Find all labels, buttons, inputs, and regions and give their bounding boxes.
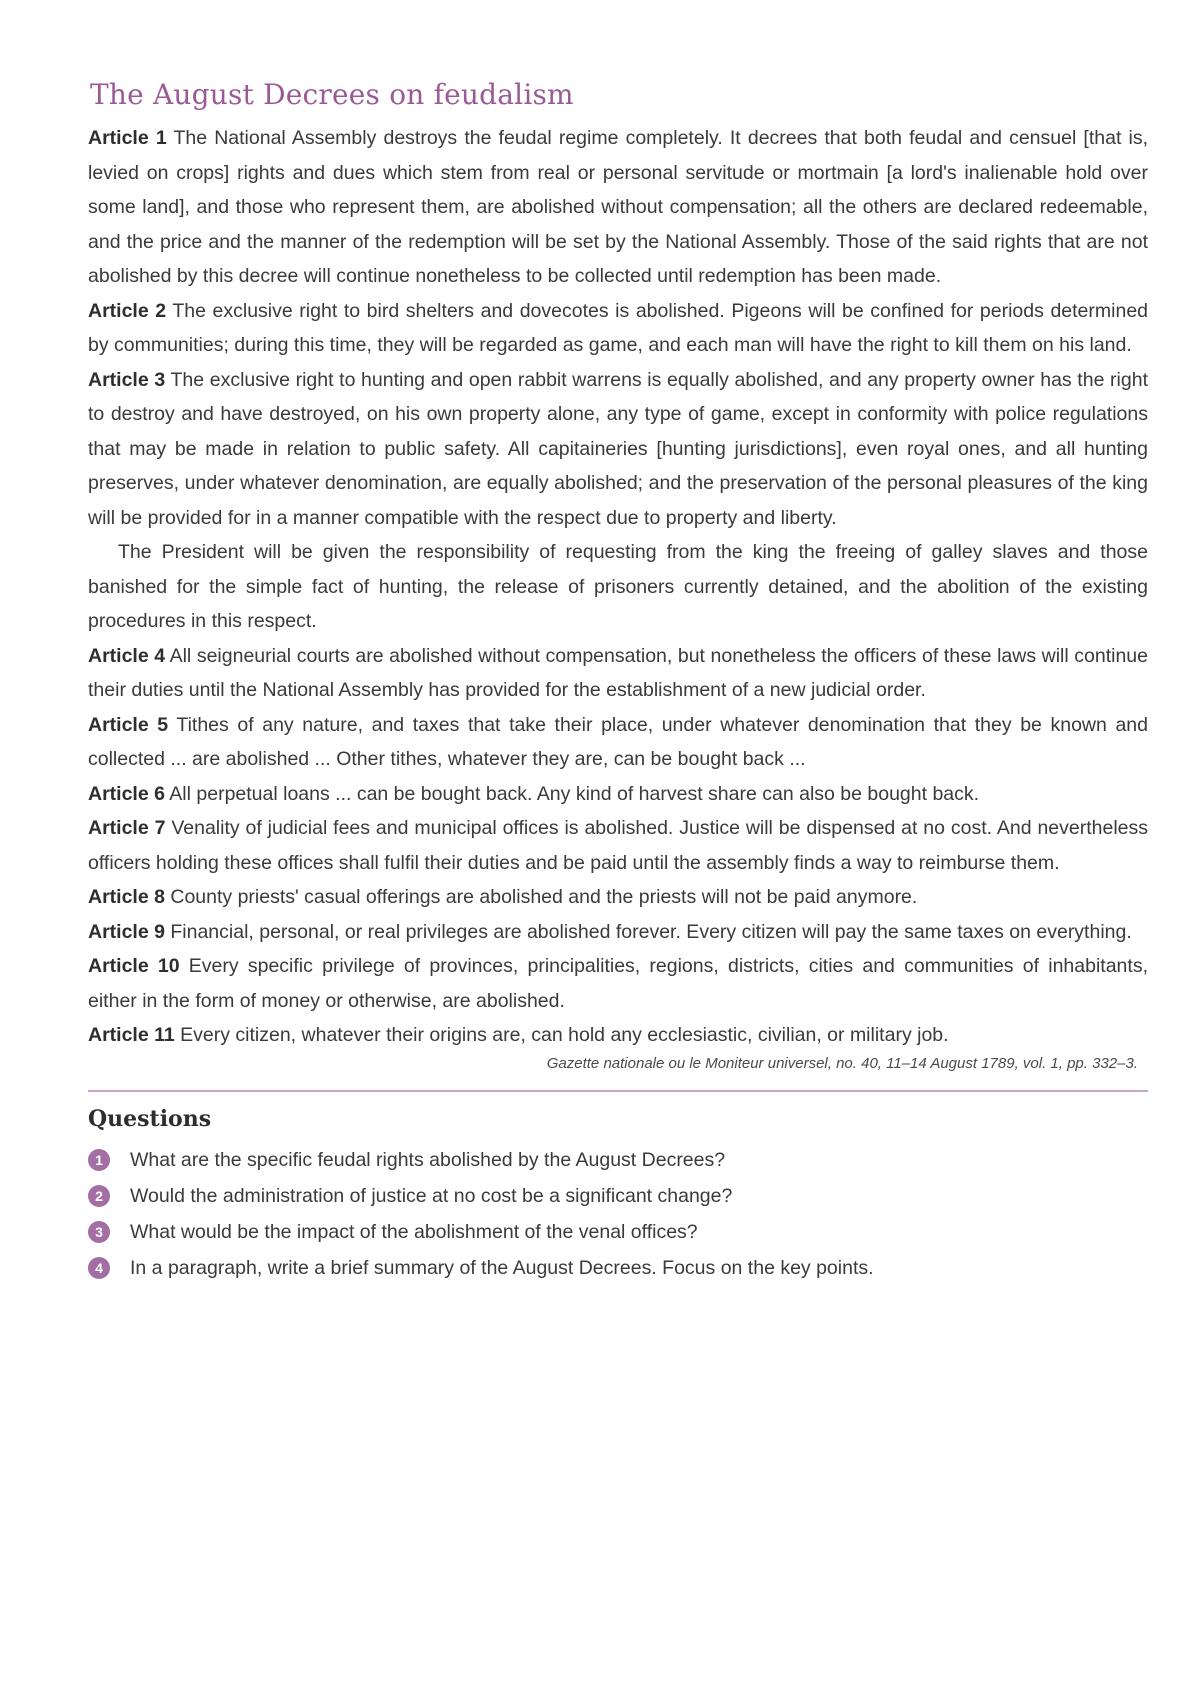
questions-list	[88, 1142, 1148, 1286]
article-text: Every specific privilege of provinces, principalities, regions, districts, cities and communities of inhabitants, either in the form of money or otherwise, are abolished.	[88, 955, 1148, 1012]
section-divider	[88, 1090, 1148, 1092]
question-text: Would the administration of justice at no cost be a significant change?	[130, 1184, 733, 1207]
question-text: What would be the impact of the abolishment of the venal offices?	[130, 1220, 698, 1243]
question-text: What are the specific feudal rights abolished by the August Decrees?	[130, 1148, 726, 1171]
article-text: Venality of judicial fees and municipal offices is abolished. Justice will be dispensed at no cost. And nevertheless officers holding these offices shall fulfil their duties and be paid until the assembly finds a way to reimburse them.	[88, 817, 1149, 874]
article-label: Article 2	[88, 299, 167, 322]
article-text: The exclusive right to hunting and open rabbit warrens is equally abolished, and any property owner has the right to destroy and have destroyed, on his own property alone, any type of game, except in conformity with police regulations that may be made in relation to public safety. All capitaineries [hunting jurisdictions], even royal ones, and all hunting preserves, under whatever denomination, are equally abolished; and the preservation of the personal pleasures of the king will be provided for in a manner compatible with the respect due to property and liberty.	[88, 368, 1148, 529]
article-text: The exclusive right to bird shelters and dovecotes is abolished. Pigeons will be confined for periods determined by communities; during this time, they will be regarded as game, and each man will have the right to kill them on his land.	[88, 299, 1149, 356]
article-label: Article 4	[88, 644, 166, 667]
article-text: The President will be given the responsibility of requesting from the king the freeing of galley slaves and those banished for the simple fact of hunting, the release of prisoners currently detained, and the abolition of the existing procedures in this respect.	[88, 541, 1148, 632]
questions-section	[88, 1106, 1148, 1286]
question-item	[88, 1142, 1148, 1178]
article-text: All seigneurial courts are abolished without compensation, but nonetheless the officers of these laws will continue their duties until the National Assembly has provided for the establishment of a new judicial order.	[88, 644, 1149, 701]
article-label: Article 6	[88, 782, 165, 805]
article-text: The National Assembly destroys the feudal regime completely. It decrees that both feudal and censuel [that is, levied on crops] rights and dues which stem from real or personal servitude or mortmain [a lord's inalienable hold over some land], and those who represent them, are abolished without compensation; all the others are declared redeemable, and the price and the manner of the redemption will be set by the National Assembly. Those of the said rights that are not abolished by this decree will continue nonetheless to be collected until redemption has been made.	[88, 127, 1148, 287]
question-item	[88, 1214, 1148, 1250]
article-7	[88, 811, 1148, 880]
article-label: Article 3	[88, 368, 166, 391]
article-8	[88, 880, 1148, 915]
article-9	[88, 915, 1148, 950]
article-6	[88, 777, 1148, 812]
article-text: County priests' casual offerings are abolished and the priests will not be paid anymore.	[164, 886, 918, 908]
article-11	[88, 1018, 1148, 1053]
question-number-badge: 2	[88, 1185, 110, 1207]
article-1	[88, 121, 1148, 294]
question-number-badge: 4	[88, 1257, 110, 1279]
page-title: The August Decrees on feudalism	[90, 78, 574, 111]
article-label: Article 10	[88, 955, 180, 977]
article-5	[88, 708, 1148, 777]
source-citation: Gazette nationale ou le Moniteur universel, no. 40, 11–14 August 1789, vol. 1, pp. 332–3.	[546, 1054, 1138, 1072]
question-text: In a paragraph, write a brief summary of the August Decrees. Focus on the key points.	[130, 1256, 874, 1279]
article-2	[88, 294, 1148, 363]
articles-section	[88, 121, 1148, 1053]
article-3-continuation	[88, 535, 1148, 639]
article-label: Article 1	[88, 127, 167, 149]
question-number-badge: 1	[88, 1149, 110, 1171]
article-text: Every citizen, whatever their origins are, can hold any ecclesiastic, civilian, or military job.	[174, 1024, 949, 1046]
question-number-badge: 3	[88, 1221, 110, 1243]
article-3	[88, 363, 1148, 536]
article-text: Tithes of any nature, and taxes that take their place, under whatever denomination that they be known and collected ... are abolished ... Other tithes, whatever they are, can be bought back ...	[88, 713, 1148, 770]
article-10	[88, 949, 1148, 1018]
document-page	[88, 78, 1148, 1286]
article-text: Financial, personal, or real privileges are abolished forever. Every citizen will pay the same taxes on everything.	[164, 920, 1132, 943]
article-label: Article 9	[88, 920, 165, 943]
article-label: Article 8	[88, 886, 165, 908]
article-text: All perpetual loans ... can be bought back. Any kind of harvest share can also be bought back.	[164, 782, 980, 805]
article-label: Article 11	[88, 1024, 175, 1046]
questions-heading: Questions	[88, 1105, 212, 1132]
article-4	[88, 639, 1148, 708]
question-item	[88, 1250, 1148, 1286]
article-label: Article 7	[88, 817, 166, 839]
article-label: Article 5	[88, 713, 169, 736]
question-item	[88, 1178, 1148, 1214]
